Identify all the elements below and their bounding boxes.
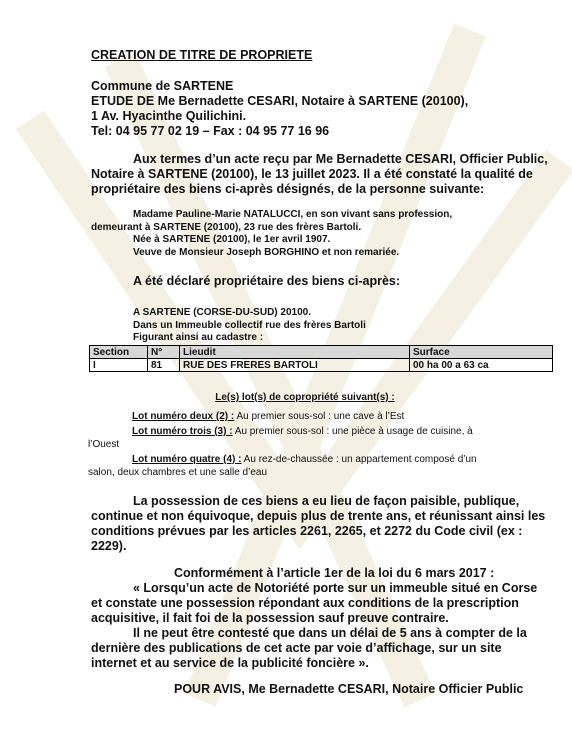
lot-description: Au premier sous-sol : une cave à l’Est bbox=[234, 411, 405, 422]
list-item bbox=[88, 425, 553, 451]
cadastre-header-row bbox=[90, 346, 553, 359]
list-item bbox=[88, 410, 553, 423]
lot-description: Au premier sous-sol : une pièce à usage de cuisine, à bbox=[232, 426, 473, 437]
etude-line: ETUDE DE Me Bernadette CESARI, Notaire à SARTENE (20100), bbox=[91, 94, 469, 108]
lot-description: Au rez-de-chaussée : un appartement composé d’un bbox=[241, 454, 477, 465]
cell-section: I bbox=[90, 359, 148, 372]
col-section: Section bbox=[90, 346, 148, 359]
phone-fax-line: Tel: 04 95 77 02 19 – Fax : 04 95 77 16 96 bbox=[91, 124, 330, 138]
person-block: Madame Pauline-Marie NATALUCCI, en son vivant sans profession, demeurant à SARTENE (20100), 23 rue des frères Bartoli. Née à SARTENE (20100), le 1er avril 1907. Veuve de Monsieur Joseph BORGHINO et non remariée. bbox=[91, 209, 453, 258]
table-row bbox=[90, 359, 553, 372]
notice-title: CREATION DE TITRE DE PROPRIETE bbox=[91, 48, 313, 62]
possession-paragraph: La possession de ces biens a eu lieu de façon paisible, publique, continue et non équivoque, depuis plus de trente ans, et réunissant ainsi les conditions prévues par les articles 2261, 2265, et 2272 du Code civil (ex : 2229). bbox=[91, 494, 546, 553]
commune-line: Commune de SARTENE bbox=[91, 79, 234, 93]
cell-surface: 00 ha 00 a 63 ca bbox=[410, 359, 553, 372]
declared-line: A été déclaré propriétaire des biens ci-après: bbox=[133, 274, 401, 288]
col-lieudit: Lieudit bbox=[180, 346, 410, 359]
cell-lieudit: RUE DES FRERES BARTOLI bbox=[180, 359, 410, 372]
cell-numero: 81 bbox=[148, 359, 180, 372]
lot-label: Lot numéro trois (3) : bbox=[132, 426, 233, 437]
col-surface: Surface bbox=[410, 346, 553, 359]
address-line: 1 Av. Hyacinthe Quilichini. bbox=[91, 109, 247, 123]
lots-title: Le(s) lot(s) de copropriété suivant(s) : bbox=[215, 392, 395, 403]
col-numero: N° bbox=[148, 346, 180, 359]
property-block: A SARTENE (CORSE-DU-SUD) 20100. Dans un Immeuble collectif rue des frères Bartoli Figurant ainsi au cadastre : bbox=[133, 307, 366, 343]
lot-label: Lot numéro quatre (4) : bbox=[132, 454, 242, 465]
lot-description-cont: salon, deux chambres et une salle d’eau bbox=[88, 467, 268, 478]
signature-line: POUR AVIS, Me Bernadette CESARI, Notaire Officier Public bbox=[174, 682, 524, 696]
intro-paragraph: Aux termes d’un acte reçu par Me Bernadette CESARI, Officier Public, Notaire à SARTENE (20100), le 13 juillet 2023. Il a été constaté la qualité de propriétaire des biens ci-après désignés, de la personne suivante: bbox=[91, 152, 548, 196]
lot-label: Lot numéro deux (2) : bbox=[132, 411, 235, 422]
lot-description-cont: l’Ouest bbox=[88, 439, 120, 450]
loi-paragraph: Conformément à l’article 1er de la loi du 6 mars 2017 : « Lorsqu’un acte de Notoriété porte sur un immeuble situé en Corse et constate une possession répondant aux conditions de la prescription acquisitive, il fait foi de la possession sauf preuve contraire. Il ne peut être contesté que dans un délai de 5 ans à compter de la dernière des publications de cet acte par voie d’affichage, sur un site internet et au service de la publicité foncière ». bbox=[91, 566, 538, 670]
list-item bbox=[88, 453, 553, 479]
cadastre-table bbox=[89, 345, 553, 372]
